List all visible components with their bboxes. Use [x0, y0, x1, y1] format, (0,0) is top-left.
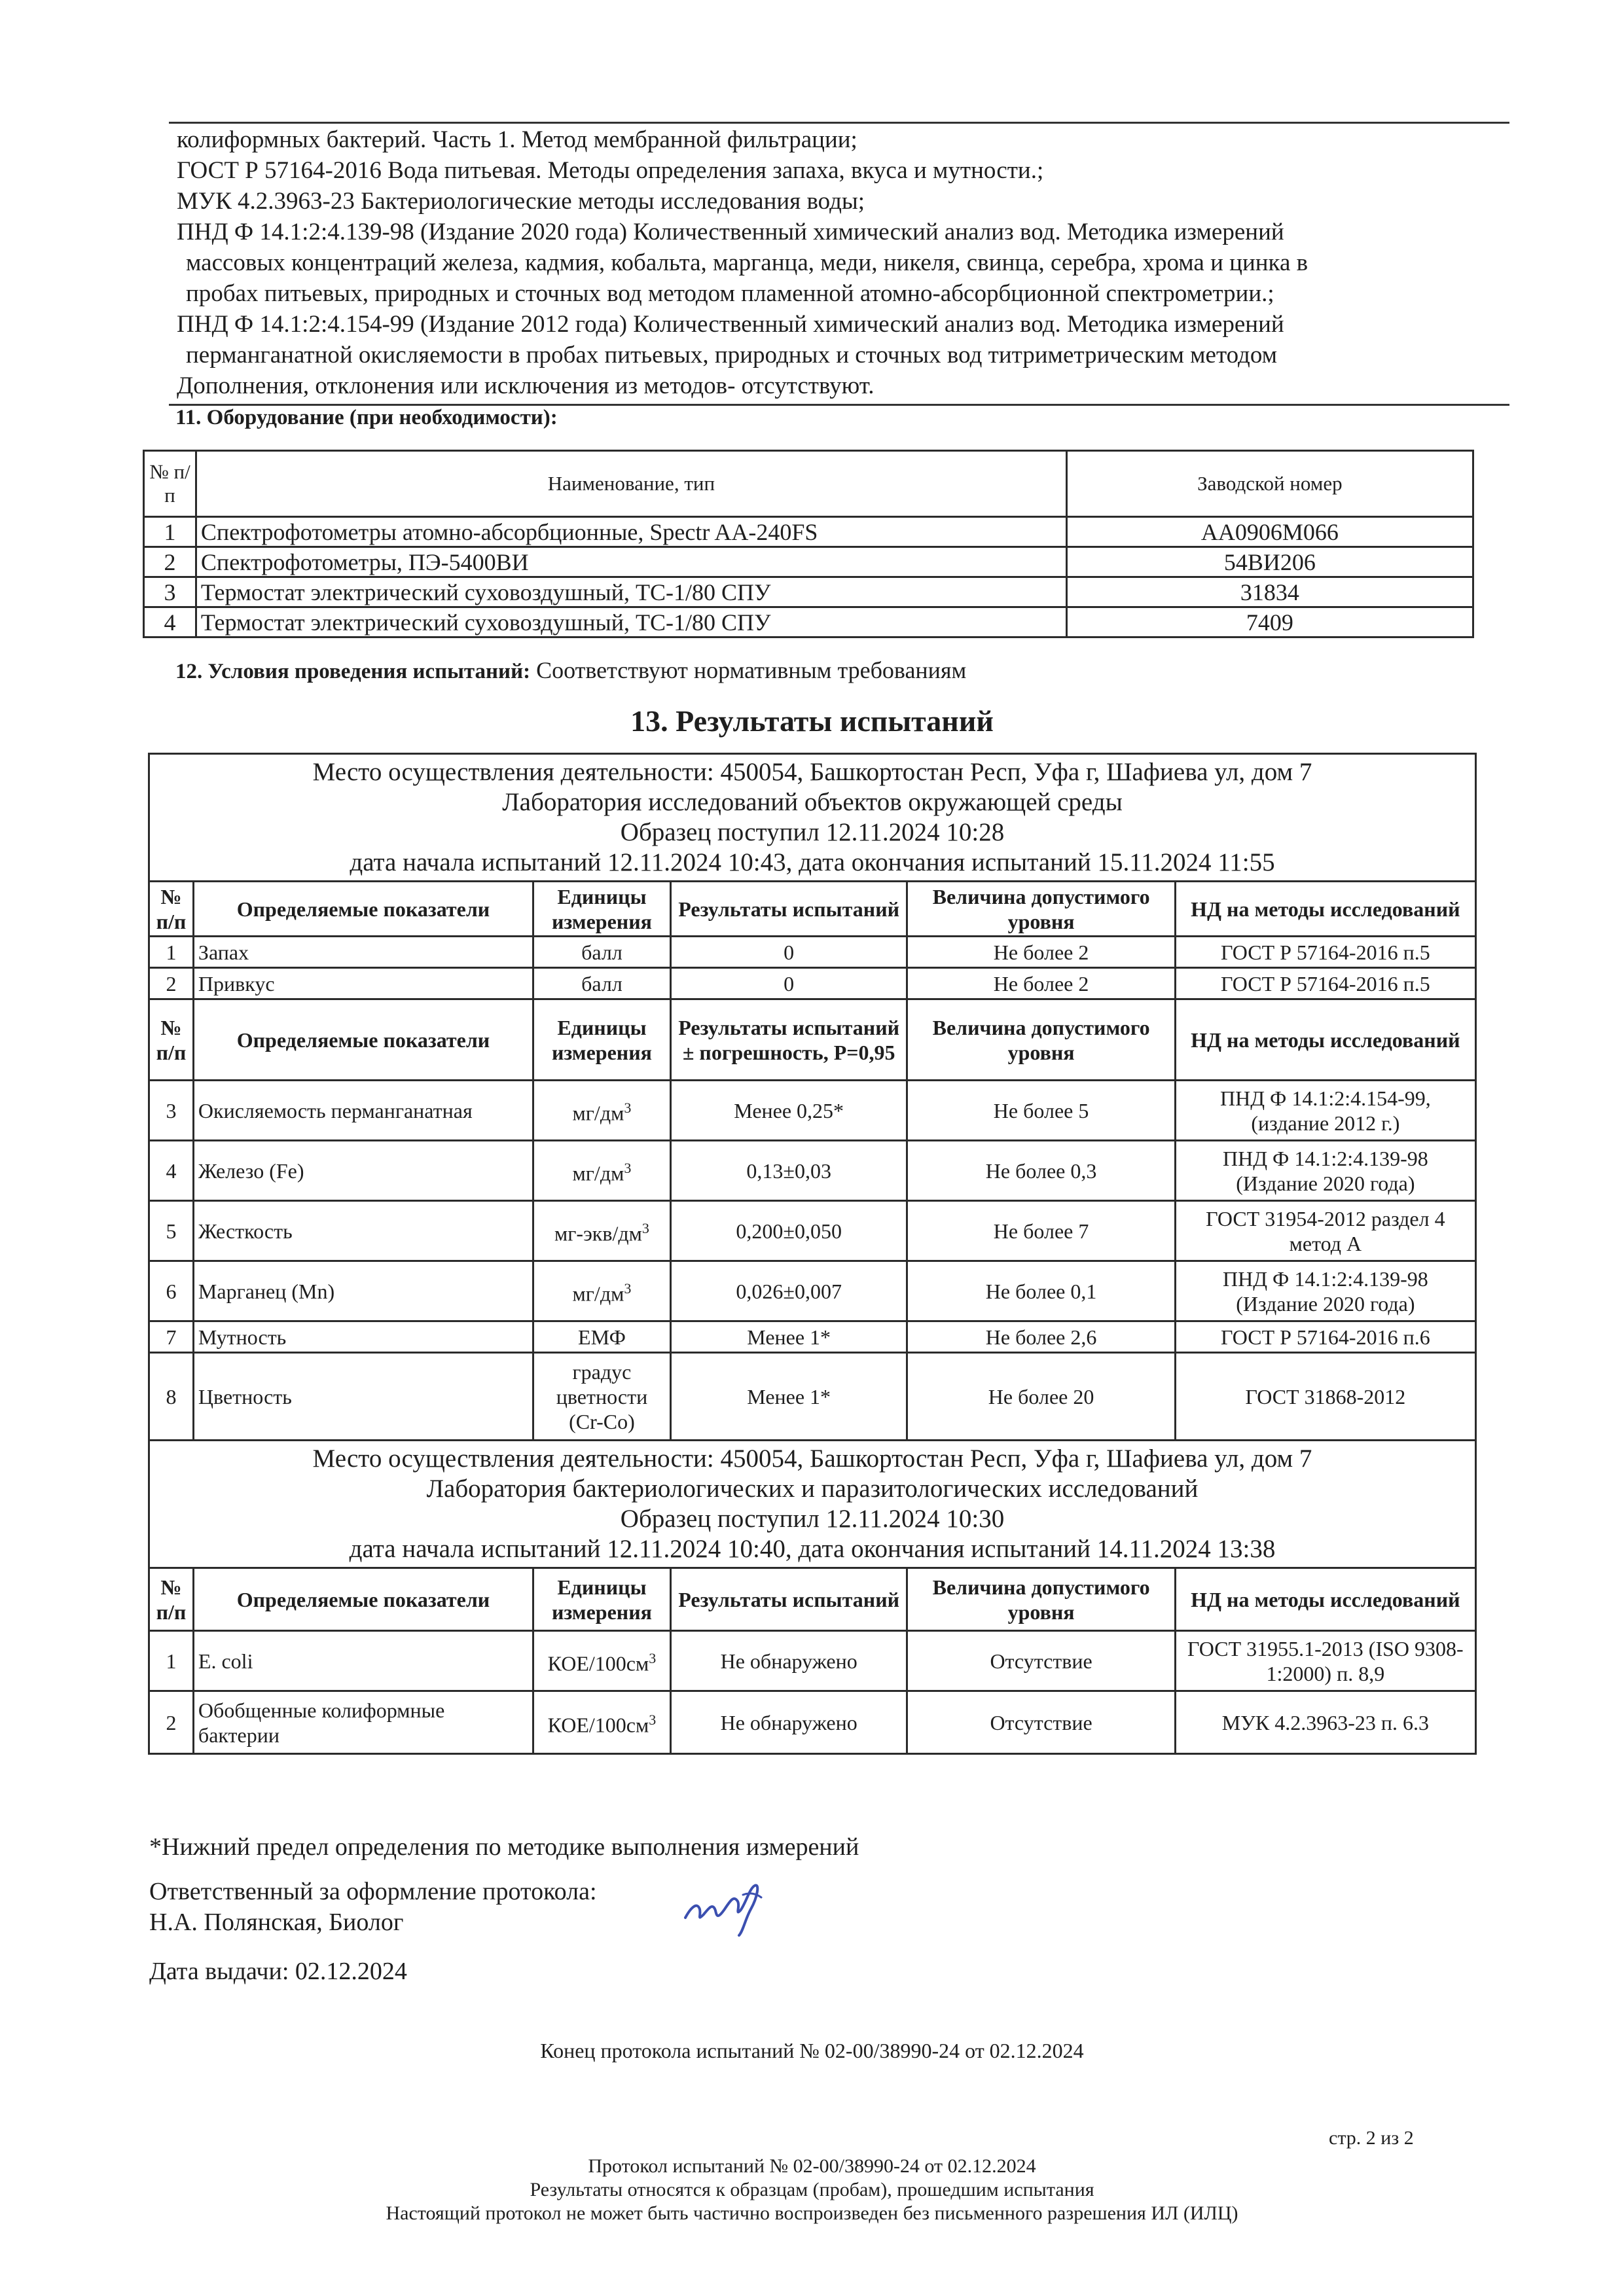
method-line: пробах питьевых, природных и сточных вод методом пламенной атомно-абсорбционной спектрометрии.; — [186, 280, 1274, 307]
limit: Не более 2 — [907, 968, 1175, 999]
table-row — [149, 968, 1476, 999]
table-row — [149, 1353, 1476, 1441]
responsible-name: Н.А. Полянская, Биолог — [149, 1909, 404, 1936]
header-num: № п/п — [149, 999, 194, 1081]
row-num: 2 — [149, 968, 194, 999]
table-row — [144, 607, 1473, 637]
header-result: Результаты испытаний — [670, 882, 907, 937]
serial-number: 7409 — [1066, 607, 1473, 637]
units-sup: 3 — [624, 1159, 632, 1176]
block2-place: Место осуществления деятельности: 450054, Башкортостан Респ, Уфа г, Шафиева ул, дом 7 — [312, 1444, 1312, 1473]
header-limit: Величина допустимого уровня — [907, 999, 1175, 1081]
indicator: Мутность — [193, 1321, 533, 1353]
table-row — [149, 1261, 1476, 1321]
equipment-title: 11. Оборудование (при необходимости): — [175, 406, 558, 429]
block2-header-row — [149, 1568, 1476, 1631]
indicator: Цветность — [193, 1353, 533, 1441]
result: 0 — [670, 937, 907, 968]
row-num: 8 — [149, 1353, 194, 1441]
conditions-value: Соответствуют нормативным требованиям — [536, 657, 967, 683]
units-sup: 3 — [649, 1711, 657, 1728]
footer-line: Настоящий протокол не может быть частично воспроизведен без письменного разрешения ИЛ (ИЛЦ) — [386, 2202, 1238, 2224]
method: ГОСТ Р 57164-2016 п.6 — [1175, 1321, 1475, 1353]
units — [533, 1261, 671, 1321]
table-row — [149, 937, 1476, 968]
serial-number: 31834 — [1066, 577, 1473, 607]
header-serial: Заводской номер — [1066, 451, 1473, 517]
indicator: Железо (Fe) — [193, 1141, 533, 1201]
responsible-label: Ответственный за оформление протокола: — [149, 1878, 597, 1905]
method: ПНД Ф 14.1:2:4.139-98 (Издание 2020 года) — [1175, 1141, 1475, 1201]
units-text: КОЕ/100см — [547, 1713, 649, 1737]
block2-info-row — [149, 1441, 1476, 1568]
row-num: 3 — [144, 577, 196, 607]
indicator: Жесткость — [193, 1201, 533, 1261]
method: ГОСТ 31954-2012 раздел 4 метод А — [1175, 1201, 1475, 1261]
row-num: 6 — [149, 1261, 194, 1321]
indicator: Запах — [193, 937, 533, 968]
result: Менее 1* — [670, 1321, 907, 1353]
units-sup: 3 — [641, 1219, 649, 1236]
limit: Не более 2,6 — [907, 1321, 1175, 1353]
method-line: ПНД Ф 14.1:2:4.139-98 (Издание 2020 года) Количественный химический анализ вод. Методика измерений — [177, 219, 1284, 245]
header-limit: Величина допустимого уровня — [907, 1568, 1175, 1631]
header-name: Наименование, тип — [196, 451, 1066, 517]
serial-number: АА0906М066 — [1066, 517, 1473, 547]
table-row — [149, 1201, 1476, 1261]
table-row — [149, 1321, 1476, 1353]
methods-list — [177, 124, 1506, 401]
footer-line: Протокол испытаний № 02-00/38990-24 от 02.12.2024 — [588, 2155, 1036, 2177]
block1-info — [149, 754, 1476, 882]
units: балл — [533, 968, 671, 999]
footer — [0, 2155, 1624, 2225]
result: 0,13±0,03 — [670, 1141, 907, 1201]
limit: Не более 5 — [907, 1081, 1175, 1141]
limit: Не более 20 — [907, 1353, 1175, 1441]
row-num: 5 — [149, 1201, 194, 1261]
table-row — [149, 1081, 1476, 1141]
limit: Отсутствие — [907, 1631, 1175, 1691]
footer-line: Результаты относятся к образцам (пробам), прошедшим испытания — [530, 2179, 1094, 2200]
units: градус цветности (Cr-Co) — [533, 1353, 671, 1441]
footnote: *Нижний предел определения по методике выполнения измерений — [149, 1833, 859, 1861]
method-line: МУК 4.2.3963-23 Бактериологические методы исследования воды; — [177, 188, 865, 215]
header-method: НД на методы исследований — [1175, 1568, 1475, 1631]
table-row — [144, 547, 1473, 577]
indicator: Марганец (Mn) — [193, 1261, 533, 1321]
header-result: Результаты испытаний — [670, 1568, 907, 1631]
block1-info-row — [149, 754, 1476, 882]
block1-place: Место осуществления деятельности: 450054, Башкортостан Респ, Уфа г, Шафиева ул, дом 7 — [312, 758, 1312, 786]
result: Не обнаружено — [670, 1631, 907, 1691]
equipment-name: Спектрофотометры, ПЭ-5400ВИ — [196, 547, 1066, 577]
limit: Не более 7 — [907, 1201, 1175, 1261]
row-num: 3 — [149, 1081, 194, 1141]
table-row — [144, 517, 1473, 547]
result: Менее 1* — [670, 1353, 907, 1441]
limit: Не более 0,1 — [907, 1261, 1175, 1321]
serial-number: 54ВИ206 — [1066, 547, 1473, 577]
table-row — [149, 1691, 1476, 1754]
equipment-table — [143, 450, 1474, 638]
method: ГОСТ 31955.1-2013 (ISO 9308-1:2000) п. 8,9 — [1175, 1631, 1475, 1691]
method: ПНД Ф 14.1:2:4.139-98 (Издание 2020 года) — [1175, 1261, 1475, 1321]
block2-dates: дата начала испытаний 12.11.2024 10:40, дата окончания испытаний 14.11.2024 13:38 — [349, 1535, 1276, 1563]
method-line: ГОСТ Р 57164-2016 Вода питьевая. Методы определения запаха, вкуса и мутности.; — [177, 157, 1044, 184]
result: 0,200±0,050 — [670, 1201, 907, 1261]
header-result: Результаты испытаний ± погрешность, Р=0,95 — [670, 999, 907, 1081]
block1-header-row-a — [149, 882, 1476, 937]
block1-header-row-b — [149, 999, 1476, 1081]
units — [533, 1631, 671, 1691]
indicator: E. coli — [193, 1631, 533, 1691]
method: ГОСТ Р 57164-2016 п.5 — [1175, 968, 1475, 999]
units-sup: 3 — [624, 1280, 632, 1297]
header-units: Единицы измерения — [533, 999, 671, 1081]
header-indicator: Определяемые показатели — [193, 1568, 533, 1631]
result: Не обнаружено — [670, 1691, 907, 1754]
row-num: 4 — [144, 607, 196, 637]
header-num: № п/п — [149, 1568, 194, 1631]
block2-received: Образец поступил 12.11.2024 10:30 — [620, 1505, 1005, 1533]
row-num: 4 — [149, 1141, 194, 1201]
equipment-name: Термостат электрический суховоздушный, ТС-1/80 СПУ — [196, 577, 1066, 607]
limit: Не более 2 — [907, 937, 1175, 968]
result: Менее 0,25* — [670, 1081, 907, 1141]
units — [533, 1201, 671, 1261]
indicator: Окисляемость перманганатная — [193, 1081, 533, 1141]
row-num: 1 — [149, 1631, 194, 1691]
units-sup: 3 — [624, 1099, 632, 1116]
header-units: Единицы измерения — [533, 882, 671, 937]
units-sup: 3 — [649, 1649, 657, 1666]
method: МУК 4.2.3963-23 п. 6.3 — [1175, 1691, 1475, 1754]
units-text: мг-экв/дм — [554, 1221, 642, 1246]
signature-image — [677, 1869, 776, 1941]
method: ГОСТ 31868-2012 — [1175, 1353, 1475, 1441]
indicator: Обобщенные колиформные бактерии — [193, 1691, 533, 1754]
row-num: 2 — [149, 1691, 194, 1754]
method-line: колиформных бактерий. Часть 1. Метод мембранной фильтрации; — [177, 126, 857, 153]
limit: Отсутствие — [907, 1691, 1175, 1754]
header-indicator: Определяемые показатели — [193, 882, 533, 937]
method-line: Дополнения, отклонения или исключения из методов- отсутствуют. — [177, 372, 875, 399]
row-num: 7 — [149, 1321, 194, 1353]
block2-info — [149, 1441, 1476, 1568]
method-line: массовых концентраций железа, кадмия, кобальта, марганца, меди, никеля, свинца, серебра, хрома и цинка в — [186, 249, 1308, 276]
units — [533, 1081, 671, 1141]
row-num: 1 — [149, 937, 194, 968]
row-num: 1 — [144, 517, 196, 547]
method: ПНД Ф 14.1:2:4.154-99, (издание 2012 г.) — [1175, 1081, 1475, 1141]
results-title: 13. Результаты испытаний — [630, 704, 994, 738]
header-limit: Величина допустимого уровня — [907, 882, 1175, 937]
units: ЕМФ — [533, 1321, 671, 1353]
header-units: Единицы измерения — [533, 1568, 671, 1631]
table-row — [149, 1141, 1476, 1201]
units: балл — [533, 937, 671, 968]
block1-received: Образец поступил 12.11.2024 10:28 — [620, 818, 1005, 846]
equipment-name: Термостат электрический суховоздушный, ТС-1/80 СПУ — [196, 607, 1066, 637]
limit: Не более 0,3 — [907, 1141, 1175, 1201]
header-method: НД на методы исследований — [1175, 999, 1475, 1081]
method-line: ПНД Ф 14.1:2:4.154-99 (Издание 2012 года) Количественный химический анализ вод. Методика измерений — [177, 311, 1284, 338]
table-row — [144, 577, 1473, 607]
conditions-label: 12. Условия проведения испытаний: — [175, 660, 531, 683]
end-of-protocol: Конец протокола испытаний № 02-00/38990-24 от 02.12.2024 — [540, 2039, 1084, 2062]
top-rule — [169, 122, 1509, 124]
units — [533, 1691, 671, 1754]
method: ГОСТ Р 57164-2016 п.5 — [1175, 937, 1475, 968]
block1-dates: дата начала испытаний 12.11.2024 10:43, дата окончания испытаний 15.11.2024 11:55 — [350, 848, 1275, 876]
units-text: мг/дм — [572, 1101, 624, 1125]
block2-lab: Лаборатория бактериологических и паразитологических исследований — [426, 1475, 1199, 1503]
equipment-name: Спектрофотометры атомно-абсорбционные, Spectr AA-240FS — [196, 517, 1066, 547]
header-num: № п/п — [149, 882, 194, 937]
equipment-header-row — [144, 451, 1473, 517]
issue-date: Дата выдачи: 02.12.2024 — [149, 1958, 407, 1985]
row-num: 2 — [144, 547, 196, 577]
header-indicator: Определяемые показатели — [193, 999, 533, 1081]
indicator: Привкус — [193, 968, 533, 999]
result: 0 — [670, 968, 907, 999]
units-text: мг/дм — [572, 1282, 624, 1306]
block1-lab: Лаборатория исследований объектов окружающей среды — [502, 788, 1123, 816]
header-num: № п/п — [144, 451, 196, 517]
units — [533, 1141, 671, 1201]
units-text: КОЕ/100см — [547, 1651, 649, 1676]
conditions — [175, 656, 966, 684]
result: 0,026±0,007 — [670, 1261, 907, 1321]
page-number: стр. 2 из 2 — [1329, 2127, 1414, 2149]
results-table — [148, 753, 1477, 1755]
method-line: перманганатной окисляемости в пробах питьевых, природных и сточных вод титриметрическим методом — [186, 342, 1278, 368]
table-row — [149, 1631, 1476, 1691]
units-text: мг/дм — [572, 1161, 624, 1185]
header-method: НД на методы исследований — [1175, 882, 1475, 937]
